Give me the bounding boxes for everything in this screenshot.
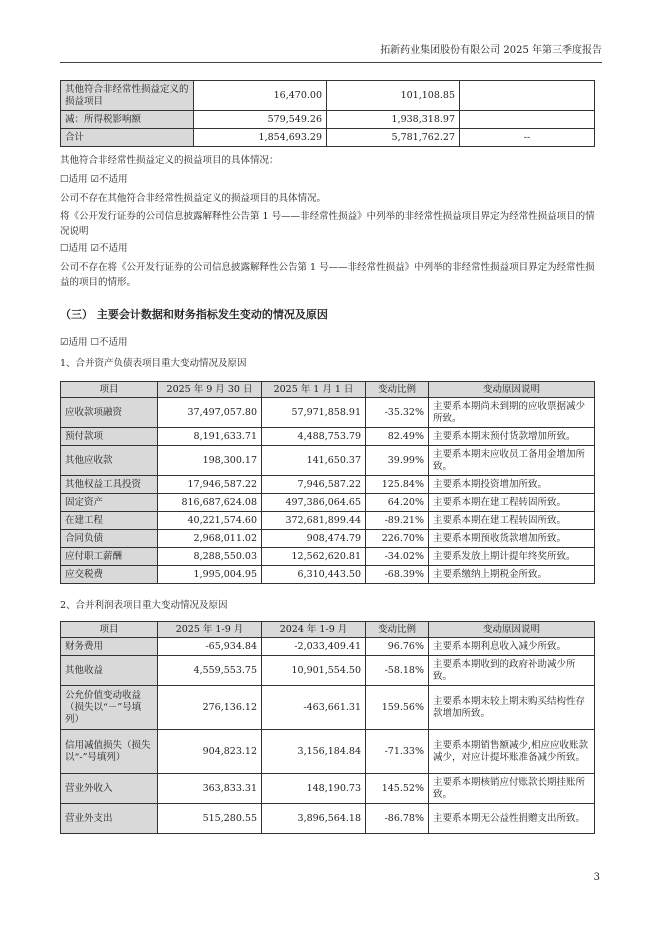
value-cell	[460, 111, 595, 129]
value-cell: 579,549.26	[194, 111, 327, 129]
reason-cell: 主要系本期尚未到期的应收票据减少所致。	[429, 398, 595, 428]
row-label: 应收款项融资	[61, 398, 158, 428]
section-title: （三） 主要会计数据和财务指标发生变动的情况及原因	[60, 308, 328, 321]
value-cell: 37,497,057.80	[158, 398, 262, 428]
row-label: 应交税费	[61, 566, 158, 584]
row-label: 合同负债	[61, 530, 158, 548]
value-cell: 8,288,550.03	[158, 548, 262, 566]
value-cell: 101,108.85	[327, 81, 460, 111]
reason-cell: 主要系本期在建工程转固所致。	[429, 512, 595, 530]
reason-cell: 主要系本期收到的政府补助减少所致。	[429, 656, 595, 686]
table-row	[61, 512, 595, 530]
value-cell: 363,833.31	[158, 774, 262, 804]
applicability-check: ☑适用 ☐不适用	[60, 337, 128, 348]
value-cell: 226.70%	[366, 530, 429, 548]
value-cell: -68.39%	[366, 566, 429, 584]
non-recurring-table	[60, 80, 595, 147]
value-cell: 64.20%	[366, 494, 429, 512]
row-label: 合计	[61, 129, 194, 147]
value-cell: -58.18%	[366, 656, 429, 686]
value-cell: -65,934.84	[158, 638, 262, 656]
column-header: 2024 年 1-9 月	[262, 622, 366, 638]
reason-cell: 主要系本期无公益性捐赠支出所致。	[429, 804, 595, 834]
reason-cell: 主要系本期销售额减少,相应应收账款减少，对应计提坏账准备减少所致。	[429, 730, 595, 774]
column-header: 2025 年 1-9 月	[158, 622, 262, 638]
applicability-check: ☐适用 ☑不适用	[60, 174, 128, 185]
value-cell: 276,136.12	[158, 686, 262, 730]
row-label: 财务费用	[61, 638, 158, 656]
column-header: 变动原因说明	[429, 382, 595, 398]
column-header: 项目	[61, 382, 158, 398]
table-row	[61, 81, 595, 111]
value-cell: 5,781,762.27	[327, 129, 460, 147]
value-cell	[460, 81, 595, 111]
value-cell: 904,823.12	[158, 730, 262, 774]
page-header: 拓新药业集团股份有限公司 2025 年第三季度报告	[60, 40, 602, 63]
column-header: 项目	[61, 622, 158, 638]
reason-cell: 主要系缴纳上期税金所致。	[429, 566, 595, 584]
value-cell: 198,300.17	[158, 446, 262, 476]
reason-cell: 主要系本期利息收入减少所致。	[429, 638, 595, 656]
table-row	[61, 428, 595, 446]
table-row	[61, 446, 595, 476]
value-cell: 4,559,553.75	[158, 656, 262, 686]
value-cell: 82.49%	[366, 428, 429, 446]
value-cell: 145.52%	[366, 774, 429, 804]
value-cell: 125.84%	[366, 476, 429, 494]
row-label: 公允价值变动收益（损失以“－”号填列）	[61, 686, 158, 730]
value-cell: 3,156,184.84	[262, 730, 366, 774]
column-header: 2025 年 1 月 1 日	[262, 382, 366, 398]
reason-cell: 主要系本期核销应付账款长期挂账所致。	[429, 774, 595, 804]
table-row	[61, 686, 595, 730]
value-cell: -86.78%	[366, 804, 429, 834]
table-row	[61, 494, 595, 512]
paragraph: 将《公开发行证券的公司信息披露解释性公告第 1 号——非经常性损益》中列举的非经常性损益项目界定为经常性损益项目的情况说明	[60, 211, 595, 237]
income-statement-change-table	[60, 621, 595, 834]
reason-cell: 主要系本期末应收员工备用金增加所致。	[429, 446, 595, 476]
value-cell: 816,687,624.08	[158, 494, 262, 512]
value-cell: 8,191,633.71	[158, 428, 262, 446]
paragraph: 公司不存在将《公开发行证券的公司信息披露解释性公告第 1 号——非经常性损益》中列举的非经常性损益项目界定为经常性损益的项目的情形。	[60, 262, 595, 288]
reason-cell: 主要系本期投资增加所致。	[429, 476, 595, 494]
value-cell: 1,854,693.29	[194, 129, 327, 147]
value-cell: 40,221,574.60	[158, 512, 262, 530]
value-cell: 16,470.00	[194, 81, 327, 111]
value-cell: 6,310,443.50	[262, 566, 366, 584]
row-label: 营业外支出	[61, 804, 158, 834]
reason-cell: 主要系本期末预付货款增加所致。	[429, 428, 595, 446]
row-label: 预付款项	[61, 428, 158, 446]
table-row	[61, 566, 595, 584]
table-row	[61, 398, 595, 428]
balance-sheet-change-table	[60, 381, 595, 584]
row-label: 其他符合非经常性损益定义的损益项目	[61, 81, 194, 111]
value-cell: 10,901,554.50	[262, 656, 366, 686]
value-cell: -2,033,409.41	[262, 638, 366, 656]
value-cell: -89.21%	[366, 512, 429, 530]
value-cell: 2,968,011.02	[158, 530, 262, 548]
column-header: 变动比例	[366, 382, 429, 398]
value-cell: 497,386,064.65	[262, 494, 366, 512]
value-cell: 12,562,620.81	[262, 548, 366, 566]
value-cell: 17,946,587.22	[158, 476, 262, 494]
row-label: 其他应收款	[61, 446, 158, 476]
table-row	[61, 730, 595, 774]
table-row	[61, 111, 595, 129]
table-row	[61, 656, 595, 686]
row-label: 固定资产	[61, 494, 158, 512]
table-header-row	[61, 622, 595, 638]
reason-cell: 主要系发放上期计提年终奖所致。	[429, 548, 595, 566]
value-cell: -35.32%	[366, 398, 429, 428]
reason-cell: 主要系本期末较上期末购买结构性存款增加所致。	[429, 686, 595, 730]
value-cell: 159.56%	[366, 686, 429, 730]
table-row	[61, 548, 595, 566]
row-label: 在建工程	[61, 512, 158, 530]
value-cell: -463,661.31	[262, 686, 366, 730]
value-cell: 3,896,564.18	[262, 804, 366, 834]
row-label: 减：所得税影响额	[61, 111, 194, 129]
value-cell: 141,650.37	[262, 446, 366, 476]
column-header: 变动比例	[366, 622, 429, 638]
value-cell: -71.33%	[366, 730, 429, 774]
row-label: 应付职工薪酬	[61, 548, 158, 566]
table-row	[61, 774, 595, 804]
value-cell: 57,971,858.91	[262, 398, 366, 428]
column-header: 变动原因说明	[429, 622, 595, 638]
value-cell: 1,995,004.95	[158, 566, 262, 584]
column-header: 2025 年 9 月 30 日	[158, 382, 262, 398]
row-label: 其他权益工具投资	[61, 476, 158, 494]
row-label: 营业外收入	[61, 774, 158, 804]
value-cell: 1,938,318.97	[327, 111, 460, 129]
value-cell: 96.76%	[366, 638, 429, 656]
table-row	[61, 476, 595, 494]
page-number: 3	[593, 872, 600, 883]
table-row	[61, 804, 595, 834]
value-cell: --	[460, 129, 595, 147]
paragraph: 其他符合非经常性损益定义的损益项目的具体情况：	[60, 155, 279, 166]
subsection-title: 1、合并资产负债表项目重大变动情况及原因	[60, 358, 247, 369]
table-header-row	[61, 382, 595, 398]
reason-cell: 主要系本期预收货款增加所致。	[429, 530, 595, 548]
subsection-title: 2、合并利润表项目重大变动情况及原因	[60, 600, 228, 611]
row-label: 其他收益	[61, 656, 158, 686]
paragraph: 公司不存在其他符合非经常性损益定义的损益项目的具体情况。	[60, 193, 327, 204]
value-cell: 908,474.79	[262, 530, 366, 548]
value-cell: 148,190.73	[262, 774, 366, 804]
table-row	[61, 638, 595, 656]
row-label: 信用减值损失（损失以“-”号填列）	[61, 730, 158, 774]
value-cell: -34.02%	[366, 548, 429, 566]
value-cell: 515,280.55	[158, 804, 262, 834]
applicability-check: ☐适用 ☑不适用	[60, 243, 128, 254]
value-cell: 4,488,753.79	[262, 428, 366, 446]
table-row	[61, 129, 595, 147]
table-row	[61, 530, 595, 548]
value-cell: 39.99%	[366, 446, 429, 476]
value-cell: 7,946,587.22	[262, 476, 366, 494]
reason-cell: 主要系本期在建工程转固所致。	[429, 494, 595, 512]
value-cell: 372,681,899.44	[262, 512, 366, 530]
